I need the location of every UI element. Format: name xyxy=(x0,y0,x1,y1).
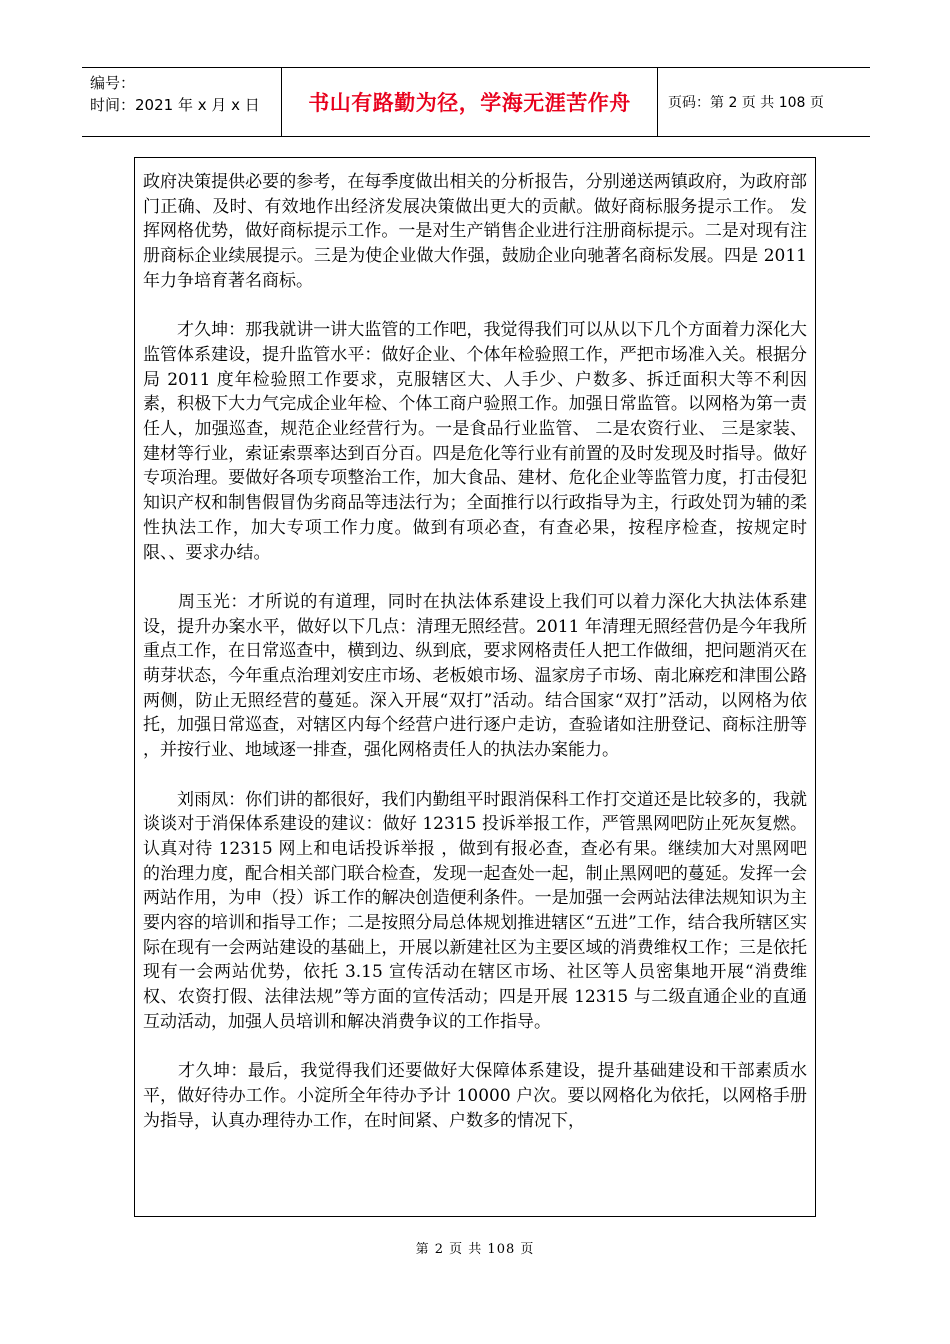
header-motto: 书山有路勤为径，学海无涯苦作舟 xyxy=(282,68,658,136)
header-page-info: 页码：第 2 页 共 108 页 xyxy=(668,95,824,111)
page-header xyxy=(82,67,870,137)
document-number-label: 编号： xyxy=(90,74,136,92)
header-meta xyxy=(82,68,282,136)
page-footer: 第 2 页 共 108 页 xyxy=(415,1242,535,1257)
paragraph: 政府决策提供必要的参考，在每季度做出相关的分析报告，分别递送两镇政府，为政府部门正确、及时、有效地作出经济发展决策做出更大的贡献。做好商标服务提示工作。 发挥网格优势，做好商标提示工作。一是对生产销售企业进行注册商标提示。二是对现有注册商标企业续展提示。三是为使企业做大作强，鼓励企业向驰著名商标发展。四是 2011 年力争培育著名商标。 xyxy=(143,172,807,291)
paragraph: 周玉光：才所说的有道理，同时在执法体系建设上我们可以着力深化大执法体系建设，提升办案水平，做好以下几点：清理无照经营。2011 年清理无照经营仍是今年我所重点工作，在日常巡查中，横到边、纵到底，要求网格责任人把工作做细，把问题消灭在萌芽状态，今年重点治理刘安庄市场、老板娘市场、温家房子市场、南北麻疙和津围公路两侧，防止无照经营的蔓延。深入开展“双打”活动。结合国家“双打”活动，以网格为依托，加强日常巡查，对辖区内每个经营户进行逐户走访，查验诸如注册登记、商标注册等 ，并按行业、地域逐一排查，强化网格责任人的执法办案能力。 xyxy=(143,591,807,761)
document-body xyxy=(143,170,807,1133)
document-date: 时间：2021 年 x 月 x 日 xyxy=(90,96,260,114)
paragraph: 才久坤：那我就讲一讲大监管的工作吧，我觉得我们可以从以下几个方面着力深化大监管体系建设，提升监管水平：做好企业、个体年检验照工作，严把市场准入关。根据分局 2011 度年检验照工作要求，克服辖区大、人手少、户数多、拆迁面积大等不利因素，积极下大力气完成企业年检、个体工商户验照工作。加强日常监管。以网格为第一责任人，加强巡查，规范企业经营行为。一是食品行业监管、 二是农资行业、 三是家装、建材等行业，索证索票率达到百分百。四是危化等行业有前置的及时发现及时指导。做好专项治理。要做好各项专项整治工作，加大食品、建材、危化企业等监管力度，打击侵犯知识产权和制售假冒伪劣商品等违法行为；全面推行以行政指导为主，行政处罚为辅的柔性执法工作，加大专项工作力度。做到有项必查，有查必果，按程序检查，按规定时限、、要求办结。 xyxy=(143,320,807,563)
paragraph: 刘雨凤：你们讲的都很好，我们内勤组平时跟消保科工作打交道还是比较多的，我就谈谈对于消保体系建设的建议：做好 12315 投诉举报工作，严管黑网吧防止死灰复燃。 认真对待 12315 网上和电话投诉举报 ，做到有报必查，查必有果。继续加大对黑网吧的治理力度，配合相关部门联合检查，发现一起查处一起，制止黑网吧的蔓延。发挥一会两站作用，为申（投）诉工作的解决创造便利条件。一是加强一会两站法律法规知识为主要内容的培训和指导工作；二是按照分局总体规划推进辖区“五进”工作，结合我所辖区实际在现有一会两站建设的基础上，开展以新建社区为主要区域的消费维权工作；三是依托现有一会两站优势，依托 3.15 宣传活动在辖区市场、社区等人员密集地开展“消费维权、农资打假、法律法规”等方面的宣传活动；四是开展 12315 与二级直通企业的直通互动活动，加强人员培训和解决消费争议的工作指导。 xyxy=(143,789,807,1032)
paragraph: 才久坤：最后，我觉得我们还要做好大保障体系建设，提升基础建设和干部素质水平，做好待办工作。小淀所全年待办予计 10000 户次。要以网格化为依托，以网格手册为指导，认真办理待办工作，在时间紧、户数多的情况下， xyxy=(143,1061,807,1131)
